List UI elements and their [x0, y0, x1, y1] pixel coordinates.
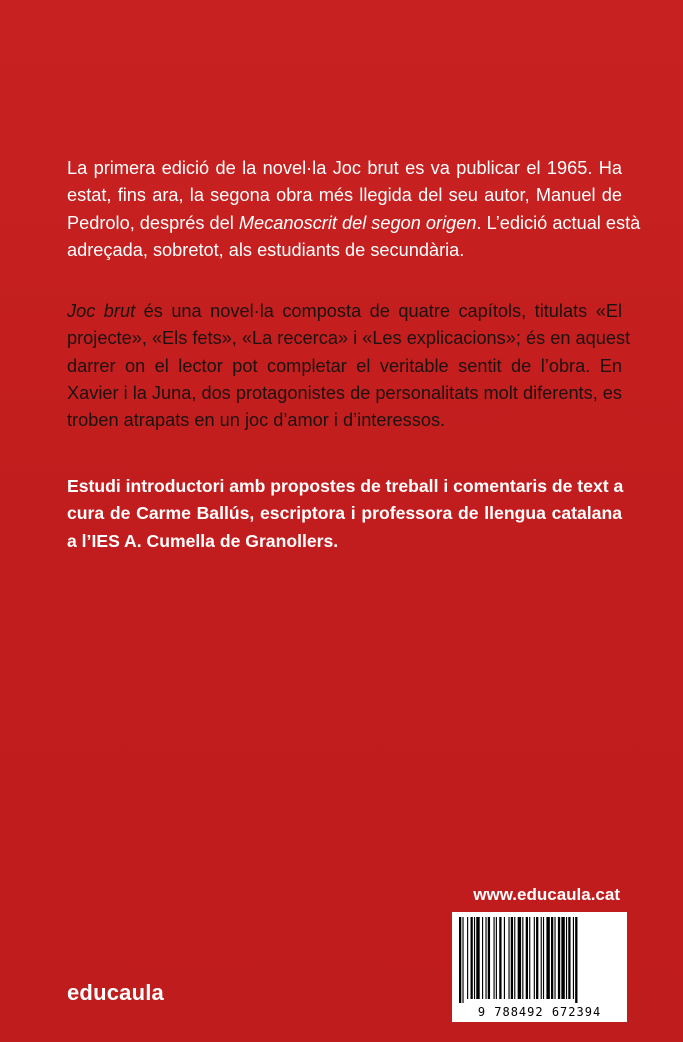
barcode-bar [485, 917, 486, 999]
barcode-bar [488, 917, 490, 999]
isbn-number: 9 788492 672394 [477, 1005, 602, 1019]
barcode-bar [558, 917, 560, 999]
barcode-bar [534, 917, 535, 999]
isbn-barcode [452, 912, 627, 1022]
book-title-italic: Joc brut [67, 301, 136, 321]
barcode-bar [494, 917, 495, 999]
barcode-bar [554, 917, 555, 999]
text-line: Xavier i la Juna, dos protagonistes de personalitats molt diferents, es [67, 382, 623, 403]
barcode-bar [568, 917, 570, 999]
text-segment: Pedrolo, després del [67, 212, 239, 233]
text-segment: . L’edició actual està [476, 212, 641, 233]
text-line: darrer on el lector pot completar el veritable sentit de l’obra. En [67, 355, 622, 376]
text-line: cura de Carme Ballús, escriptora i professora de llengua catalana [67, 503, 622, 524]
barcode-bar [526, 917, 528, 999]
barcode-bar [496, 917, 497, 999]
text-line: projecte», «Els fets», «La recerca» i «Les explicacions»; és en aquest [67, 328, 631, 349]
barcode-bar [471, 917, 473, 999]
text-line [67, 298, 622, 325]
barcode-bar [504, 917, 505, 999]
barcode-bar [543, 917, 544, 999]
barcode-bar [459, 917, 461, 1003]
text-segment: és una novel·la composta de quatre capítols, titulats «El [135, 301, 622, 321]
barcode-bar [511, 917, 513, 999]
barcode-bar [546, 917, 549, 999]
text-line: estat, fins ara, la segona obra més llegida del seu autor, Manuel de [67, 185, 622, 206]
publisher-logo: educaula [67, 980, 164, 1005]
barcode-bar [551, 917, 553, 999]
barcode-bar [522, 917, 523, 999]
barcode-bar [518, 917, 521, 999]
barcode-bar [482, 917, 483, 999]
text-line: La primera edició de la novel·la Joc brut es va publicar el 1965. Ha [67, 158, 622, 178]
barcode-bar [561, 917, 564, 999]
barcode-bar [499, 917, 501, 999]
barcode-bar [508, 917, 509, 999]
synopsis-paragraph [67, 298, 631, 434]
barcode-bar [474, 917, 475, 999]
barcode-bar [575, 917, 577, 1003]
barcode-bar [566, 917, 567, 999]
barcode-bar [476, 917, 479, 999]
barcode-bar [536, 917, 538, 999]
intro-paragraph [67, 155, 641, 264]
barcode-bar [467, 917, 468, 999]
barcode-bar [529, 917, 530, 999]
text-line [67, 210, 641, 237]
text-line: Estudi introductori amb propostes de treball i comentaris de text a [67, 476, 624, 496]
credits-paragraph [67, 473, 622, 555]
text-line: troben atrapats en un joc d’amor i d’interessos. [67, 410, 446, 431]
barcode-bar [541, 917, 542, 999]
barcode-bars [457, 917, 622, 1003]
barcode-bar [514, 917, 515, 999]
book-title-italic: Mecanoscrit del segon origen [238, 212, 477, 233]
barcode-bar [462, 917, 463, 1003]
publisher-website: www.educaula.cat [473, 885, 620, 904]
barcode-bar [573, 917, 574, 999]
text-line: adreçada, sobretot, als estudiants de secundària. [67, 239, 465, 260]
text-line: a l’IES A. Cumella de Granollers. [67, 530, 339, 551]
